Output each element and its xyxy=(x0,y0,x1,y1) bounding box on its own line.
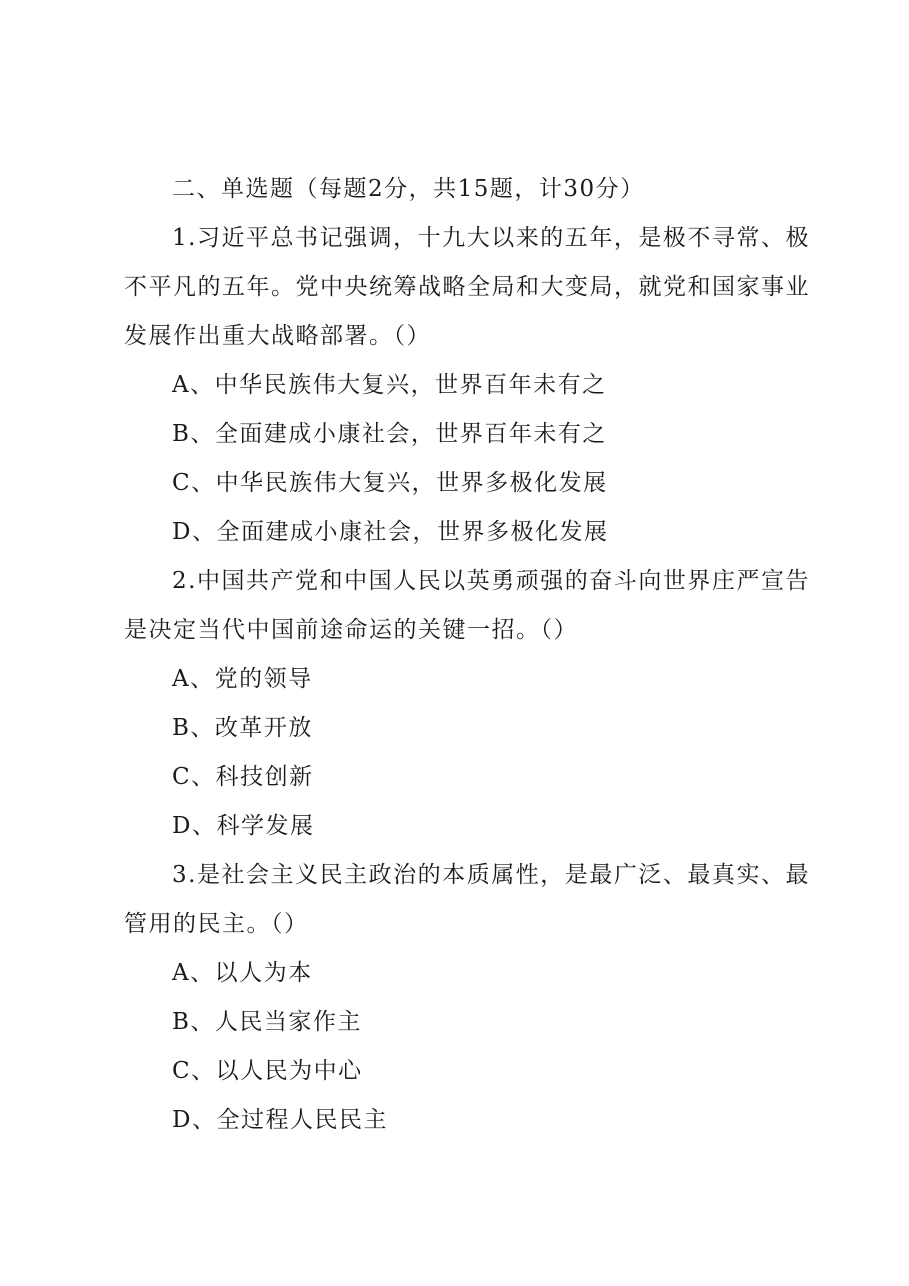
question-2-option-a: A、党的领导 xyxy=(172,666,313,692)
question-1-stem-line-3: 发展作出重大战略部署。（） xyxy=(124,323,431,349)
question-1-option-c: C、中华民族伟大复兴，世界多极化发展 xyxy=(172,470,608,496)
question-2 xyxy=(124,557,810,851)
question-2-stem-line-2: 是决定当代中国前途命运的关键一招。（） xyxy=(124,617,578,643)
question-2-option-d: D、科学发展 xyxy=(172,813,315,839)
section-title: 二、单选题（每题2分，共15题，计30分） xyxy=(172,176,645,202)
question-3-option-a: A、以人为本 xyxy=(172,960,313,986)
question-3-option-b: B、人民当家作主 xyxy=(172,1009,362,1035)
question-1-option-b: B、全面建成小康社会，世界百年未有之 xyxy=(172,421,607,447)
question-1-stem-line-2: 不平凡的五年。党中央统筹战略全局和大变局，就党和国家事业 xyxy=(124,274,810,300)
question-3-option-c: C、以人民为中心 xyxy=(172,1058,363,1084)
question-2-option-b: B、改革开放 xyxy=(172,715,313,741)
question-2-option-c: C、科技创新 xyxy=(172,764,314,790)
question-3-stem-line-2: 管用的民主。（） xyxy=(124,911,309,937)
question-1-stem-line-1: 1.习近平总书记强调，十九大以来的五年，是极不寻常、极 xyxy=(172,225,810,251)
question-1 xyxy=(124,214,810,557)
question-1-option-a: A、中华民族伟大复兴，世界百年未有之 xyxy=(172,372,607,398)
document-body xyxy=(124,165,810,1145)
question-1-option-d: D、全面建成小康社会，世界多极化发展 xyxy=(172,519,609,545)
question-2-stem-line-1: 2.中国共产党和中国人民以英勇顽强的奋斗向世界庄严宣告 xyxy=(172,568,810,594)
question-3 xyxy=(124,851,810,1145)
question-3-option-d: D、全过程人民民主 xyxy=(172,1107,388,1133)
question-3-stem-line-1: 3.是社会主义民主政治的本质属性，是最广泛、最真实、最 xyxy=(172,862,810,888)
